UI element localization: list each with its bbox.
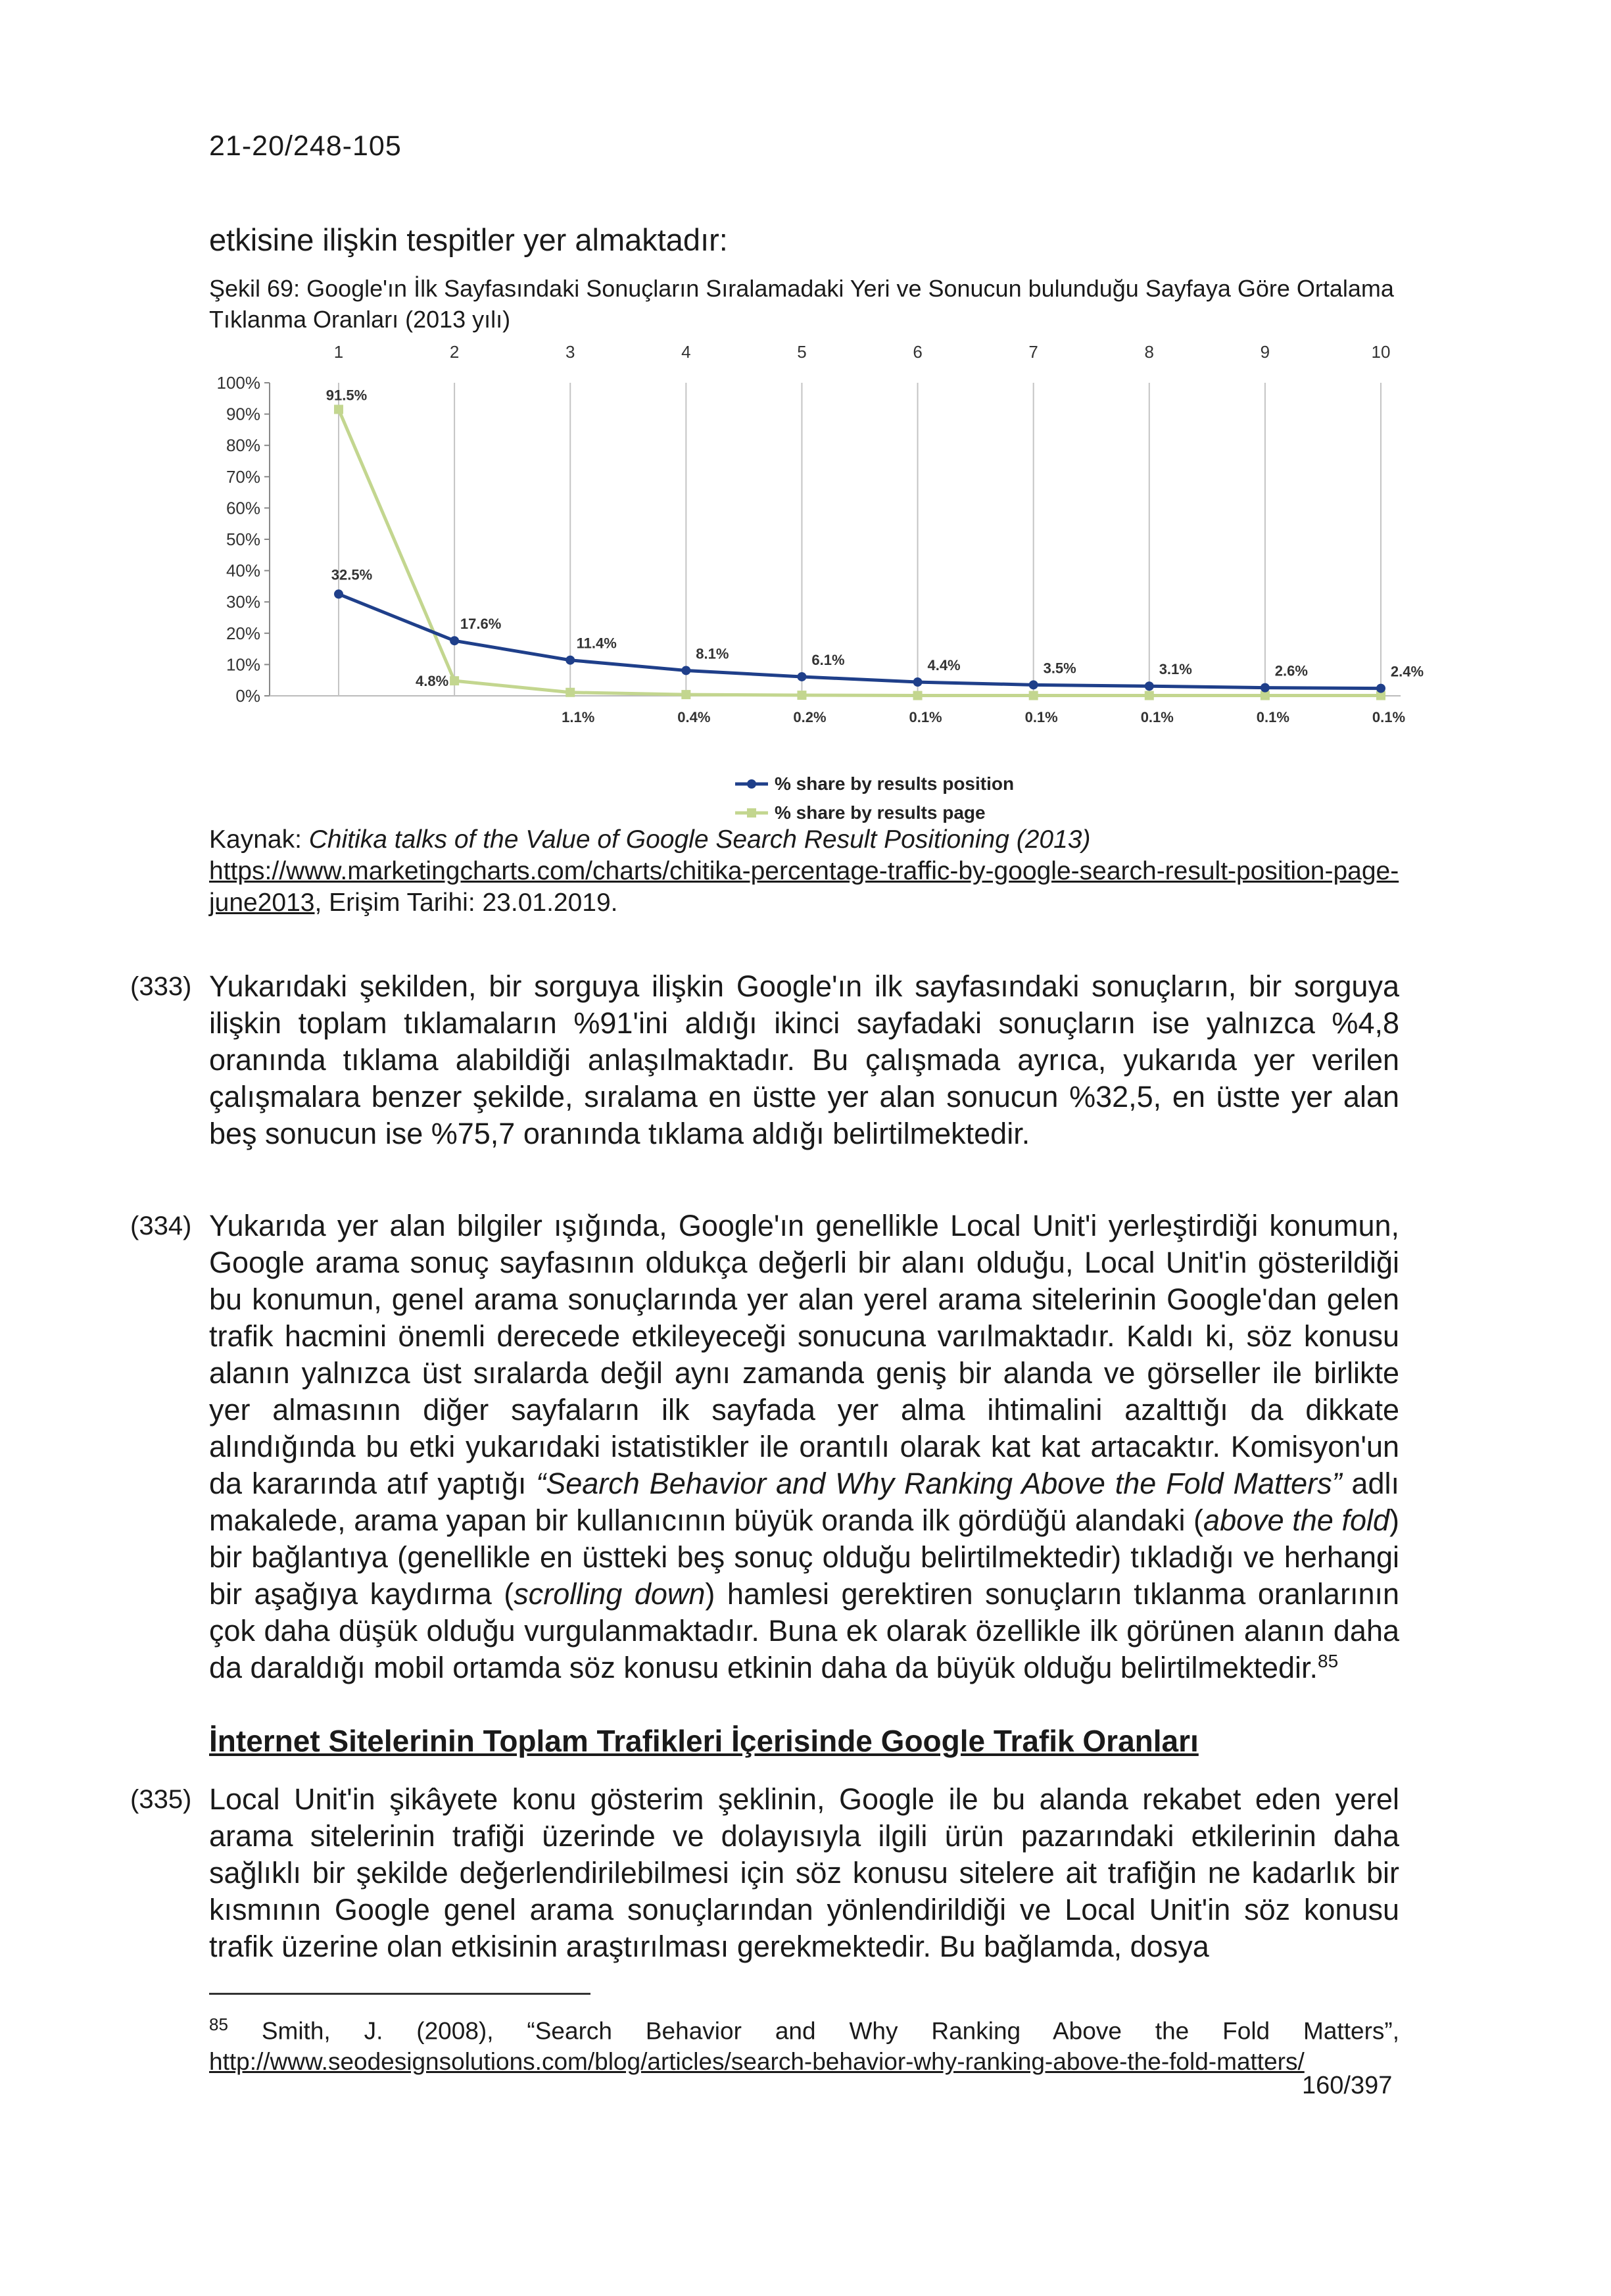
- y-tick-label: 20%: [226, 623, 260, 643]
- data-label-results-page: 0.1%: [1372, 709, 1406, 725]
- paragraph-number: (335): [130, 1785, 192, 1814]
- source-title: Chitika talks of the Value of Google Search Result Positioning (2013): [308, 825, 1091, 854]
- series-line-results-position: [339, 594, 1381, 688]
- footnote-85: [209, 2009, 1399, 2077]
- data-label-results-position: 32.5%: [331, 566, 373, 583]
- x-tick-label: 10: [1371, 342, 1391, 362]
- data-label-results-position: 17.6%: [460, 616, 502, 633]
- data-label-results-position: 6.1%: [811, 651, 845, 668]
- y-tick-label: 30%: [226, 592, 260, 612]
- point-results-position: [1376, 684, 1385, 693]
- y-tick-label: 0%: [235, 686, 260, 706]
- data-label-results-page: 0.1%: [909, 709, 942, 725]
- term-scrolling-down: scrolling down: [514, 1577, 706, 1611]
- article-title: “Search Behavior and Why Ranking Above the Fold Matters”: [536, 1467, 1342, 1500]
- x-tick-label: 2: [449, 342, 460, 362]
- paragraph-text: ) bir bağlantıya (genellikle en üstteki beş sonuç olduğu belirtilmektedir) tıkladığı ve herhangi bir aşağıya kaydırma (: [209, 1503, 1399, 1611]
- x-tick-label: 8: [1144, 342, 1155, 362]
- paragraph-text: Yukarıdaki şekilden, bir sorguya ilişkin Google'ın ilk sayfasındaki sonuçların, bir sorguya ilişkin toplam tıklamaların %91'ini aldığı ikinci sayfadaki sonuçların ise yalnızca %4,8 oranında tıklama alabildiği anlaşılmaktadır. Bu çalışmada ayrıca, yukarıda yer verilen çalışmalara benzer şekilde, sıralama en üstte yer alan sonucun %32,5, en üstte yer alan beş sonucun ise %75,7 oranında tıklama aldığı belirtilmektedir.: [209, 969, 1399, 1150]
- paragraph-number: (334): [130, 1211, 192, 1240]
- data-label-results-page: 0.4%: [677, 709, 711, 725]
- point-results-position: [681, 666, 690, 675]
- point-results-page: [565, 688, 575, 697]
- point-results-page: [913, 691, 923, 700]
- document-reference: 21-20/248-105: [209, 130, 402, 162]
- paragraph-text: Yukarıda yer alan bilgiler ışığında, Google'ın genellikle Local Unit'i yerleştirdiği konumun, Google arama sonuç sayfasının oldukça değerli bir alanı olduğu, Local Unit'in gösterildiği bu konumun, genel arama sonuçlarında yer alan yerel arama sitelerinin Google'dan gelen trafik hacmini önemli derecede etkileyeceği sonucuna varılmaktadır. Kaldı ki, söz konusu alanın yalnızca üst sıralarda değil aynı zamanda geniş bir alanda ve görseller ile birlikte yer almasının diğer sayfaların ilk sayfada yer alma ihtimalini azalttığı da dikkate alındığında bu etki yukarıdaki istatistikler ile orantılı olarak kat kat artacaktır. Komisyon'un da kararında atıf yaptığı: [209, 1209, 1399, 1500]
- y-tick-label: 10%: [226, 654, 260, 675]
- footnote-divider: [209, 1993, 590, 1995]
- point-results-position: [450, 636, 459, 645]
- x-tick-label: 6: [913, 342, 923, 362]
- legend-marker-results-position: [747, 779, 756, 789]
- data-label-results-page: 91.5%: [325, 387, 368, 404]
- intro-line: etkisine ilişkin tespitler yer almaktadır:: [209, 222, 728, 257]
- y-tick-label: 90%: [226, 404, 260, 424]
- series-line-results-page: [339, 409, 1381, 695]
- data-label-results-page: 0.1%: [1140, 709, 1174, 725]
- page-number: 160/397: [1302, 2072, 1393, 2099]
- x-tick-label: 1: [333, 342, 344, 362]
- footnote-number: 85: [209, 2015, 228, 2034]
- y-tick-label: 50%: [226, 529, 260, 549]
- footnote-reference[interactable]: 85: [1318, 1651, 1339, 1671]
- data-label-results-position: 3.1%: [1159, 661, 1192, 678]
- x-tick-label: 3: [565, 342, 575, 362]
- data-label-results-page: 0.2%: [793, 709, 827, 725]
- point-results-position: [565, 656, 575, 665]
- footnote-link[interactable]: http://www.seodesignsolutions.com/blog/articles/search-behavior-why-ranking-above-the-fold-matters/: [209, 2048, 1305, 2076]
- source-access-date: , Erişim Tarihi: 23.01.2019.: [314, 889, 618, 917]
- source-label: Kaynak:: [209, 825, 302, 854]
- click-share-chart: [197, 335, 1424, 823]
- x-tick-label: 4: [681, 342, 691, 362]
- legend-label-results-position: % share by results position: [775, 773, 1015, 794]
- footnote-text: Smith, J. (2008), “Search Behavior and Why Ranking Above the Fold Matters”,: [228, 2017, 1399, 2045]
- paragraph-text: adlı makalede, arama yapan bir kullanıcının büyük oranda ilk gördüğü alandaki (: [209, 1467, 1399, 1537]
- data-label-results-page: 0.1%: [1024, 709, 1058, 725]
- paragraph-335: [130, 1781, 1399, 1965]
- y-tick-label: 70%: [226, 466, 260, 487]
- legend-marker-results-page: [747, 808, 756, 818]
- y-tick-label: 100%: [216, 373, 260, 393]
- y-tick-label: 80%: [226, 435, 260, 456]
- figure-source: [209, 824, 1399, 919]
- paragraph-number: (333): [130, 972, 192, 1001]
- x-axis-ticks: [334, 342, 1391, 362]
- data-label-results-position: 3.5%: [1043, 660, 1076, 677]
- data-label-results-position: 2.4%: [1390, 663, 1424, 680]
- point-results-page: [797, 691, 806, 700]
- point-results-page: [1145, 691, 1154, 700]
- point-results-position: [1261, 683, 1270, 693]
- point-results-position: [913, 677, 923, 687]
- section-heading: İnternet Sitelerinin Toplam Trafikleri İçerisinde Google Trafik Oranları: [209, 1724, 1199, 1758]
- data-label-results-position: 2.6%: [1274, 662, 1308, 679]
- data-label-results-page: 0.1%: [1256, 709, 1289, 725]
- figure-caption: Şekil 69: Google'ın İlk Sayfasındaki Sonuçların Sıralamadaki Yeri ve Sonucun bulunduğu Sayfaya Göre Ortalama Tıklanma Oranları (2013 yılı): [209, 275, 1394, 333]
- point-results-page: [334, 404, 343, 414]
- point-results-position: [1029, 680, 1038, 689]
- data-label-results-position: 8.1%: [696, 645, 729, 662]
- paragraph-334: [130, 1208, 1399, 1686]
- term-above-the-fold: above the fold: [1203, 1503, 1389, 1537]
- x-tick-label: 5: [797, 342, 807, 362]
- point-results-position: [1145, 681, 1154, 691]
- source-link[interactable]: https://www.marketingcharts.com/charts/chitika-percentage-traffic-by-google-search-result-position-page-june2013: [209, 857, 1399, 917]
- x-tick-label: 9: [1260, 342, 1270, 362]
- paragraph-333: [130, 968, 1399, 1152]
- data-label-results-page: 1.1%: [562, 709, 595, 725]
- y-tick-label: 40%: [226, 560, 260, 581]
- y-tick-label: 60%: [226, 498, 260, 518]
- y-axis-ticks: [217, 373, 270, 706]
- point-results-page: [450, 676, 459, 685]
- chart-series: [326, 387, 1424, 725]
- point-results-position: [334, 589, 343, 598]
- x-tick-label: 7: [1028, 342, 1038, 362]
- data-label-results-position: 11.4%: [576, 635, 617, 652]
- point-results-page: [681, 690, 690, 699]
- paragraph-text: Local Unit'in şikâyete konu gösterim şeklinin, Google ile bu alanda rekabet eden yerel arama sitelerinin trafiği üzerinde ve dolayısıyla ilgili ürün pazarındaki etkilerinin daha sağlıklı bir şekilde değerlendirilebilmesi için söz konusu sitelere ait trafiğin ne kadarlık bir kısmının Google genel arama sonuçlarından yönlendirildiği ve Local Unit'in söz konusu trafik üzerine olan etkisinin araştırılması gerekmektedir. Bu bağlamda, dosya: [209, 1782, 1399, 1963]
- point-results-position: [797, 672, 806, 681]
- paragraph-text: ) hamlesi gerektiren sonuçların tıklanma oranlarının çok daha düşük olduğu vurgulanmaktadır. Buna ek olarak özellikle ilk görünen alanın daha da daraldığı mobil ortamda söz konusu etkinin daha da büyük olduğu belirtilmektedir.: [209, 1577, 1399, 1684]
- chart-legend: [735, 773, 1014, 823]
- point-results-page: [1029, 691, 1038, 700]
- data-label-results-position: 4.4%: [927, 657, 961, 674]
- legend-label-results-page: % share by results page: [775, 802, 986, 823]
- data-label-results-page: 4.8%: [416, 673, 449, 690]
